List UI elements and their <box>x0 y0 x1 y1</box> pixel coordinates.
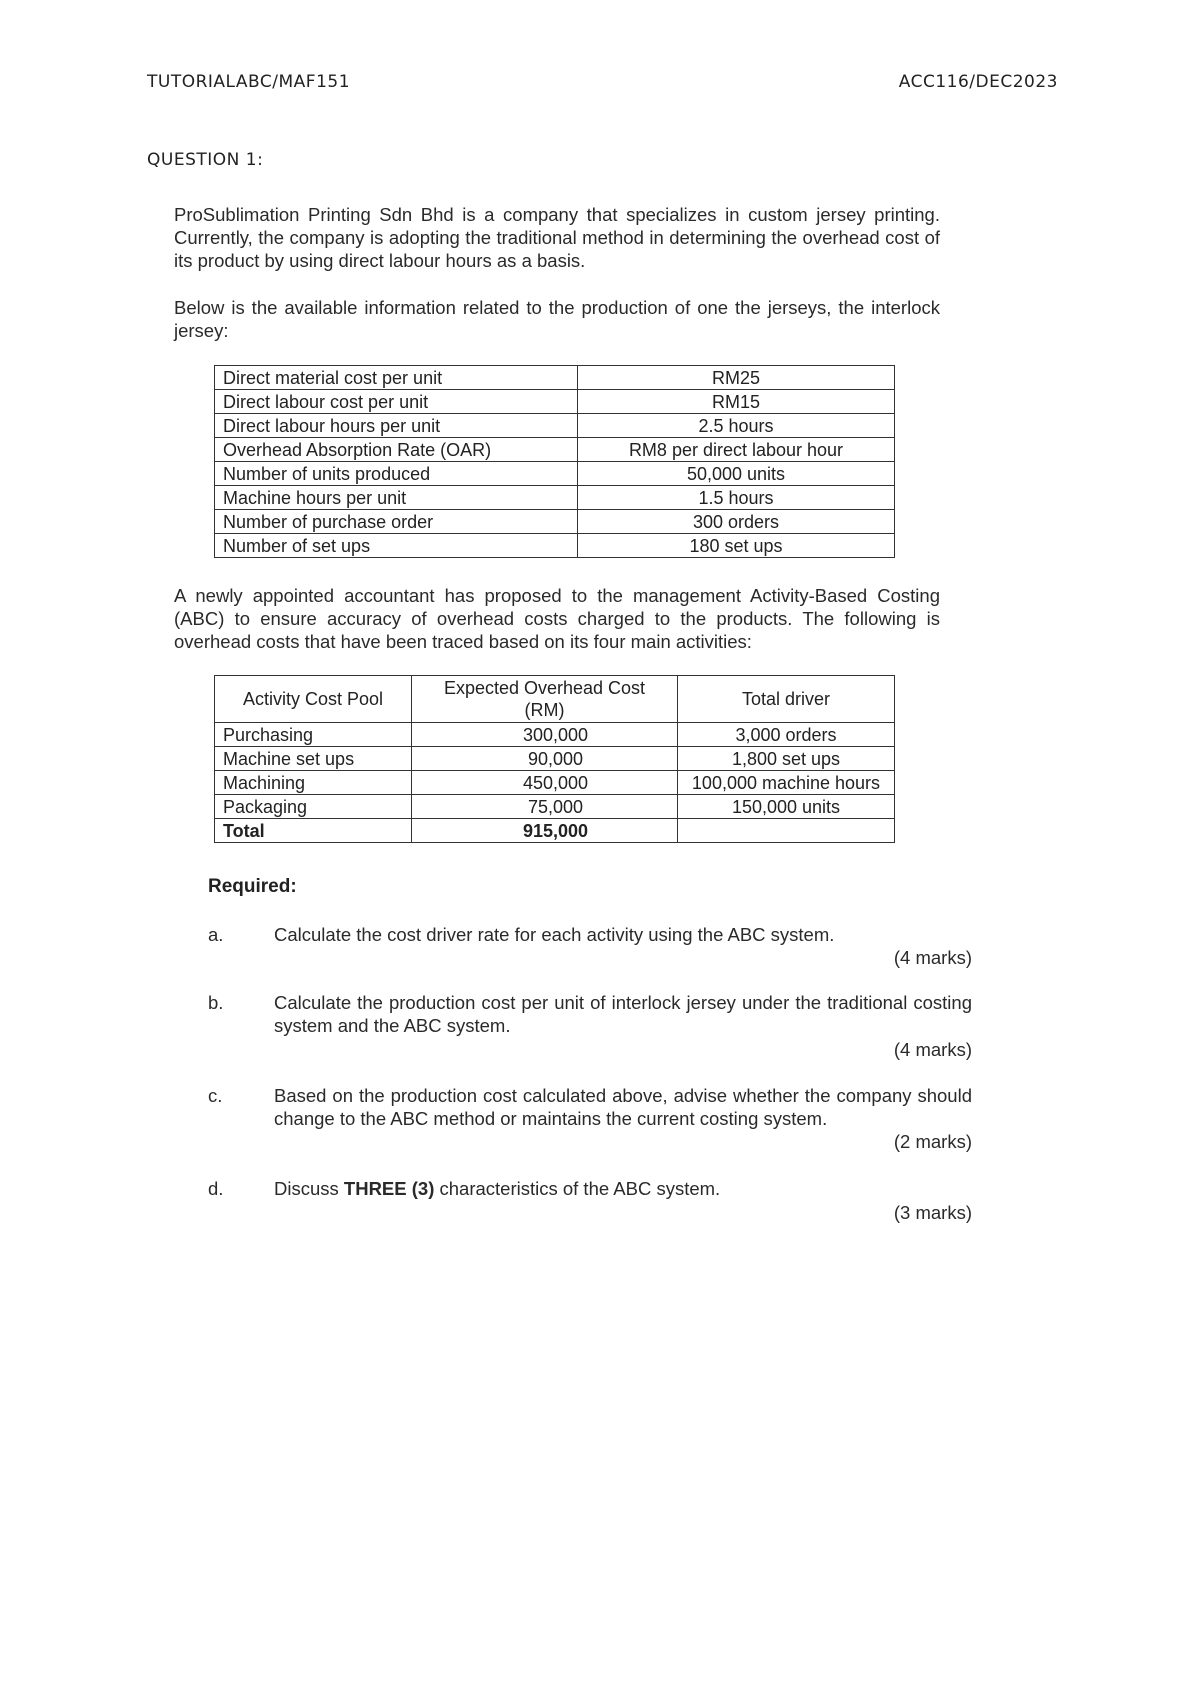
activity-pool: Machining <box>215 771 412 795</box>
activity-pool: Machine set ups <box>215 747 412 771</box>
question-text <box>274 1177 972 1200</box>
activity-driver: 1,800 set ups <box>678 747 895 771</box>
question-marks: (3 marks) <box>893 1202 972 1223</box>
table-row <box>215 462 895 486</box>
question-text-start: Discuss <box>274 1178 344 1199</box>
info-value: 2.5 hours <box>578 414 895 438</box>
total-label: Total <box>215 819 412 843</box>
info-intro-paragraph: Below is the available information related to the production of one the jerseys, the interlock jersey: <box>174 297 940 341</box>
required-heading: Required: <box>208 876 297 897</box>
total-cost: 915,000 <box>412 819 678 843</box>
activity-cost-table <box>214 675 895 843</box>
info-label: Number of units produced <box>215 462 578 486</box>
question-c <box>208 1084 972 1154</box>
abc-intro-paragraph: A newly appointed accountant has proposed to the management Activity-Based Costing (ABC) to ensure accuracy of overhead costs charged to the products. The following is overhead costs that have been traced based on its four main activities: <box>174 585 940 652</box>
header-exam-code: ACC116/DEC2023 <box>898 72 1058 92</box>
info-value: 50,000 units <box>578 462 895 486</box>
info-label: Machine hours per unit <box>215 486 578 510</box>
activity-pool: Purchasing <box>215 723 412 747</box>
table-row <box>215 438 895 462</box>
activity-pool: Packaging <box>215 795 412 819</box>
table-row <box>215 795 895 819</box>
question-b <box>208 991 972 1061</box>
table-row <box>215 747 895 771</box>
table-row <box>215 723 895 747</box>
header-cost-line2: (RM) <box>524 700 565 720</box>
table-row <box>215 771 895 795</box>
question-text: Based on the production cost calculated above, advise whether the company should change to the ABC method or maintains the current costing system. <box>274 1085 972 1129</box>
info-label: Number of purchase order <box>215 510 578 534</box>
info-value: RM8 per direct labour hour <box>578 438 895 462</box>
table-row <box>215 366 895 390</box>
activity-cost: 75,000 <box>412 795 678 819</box>
question-letter: c. <box>208 1085 223 1106</box>
question-marks: (4 marks) <box>893 947 972 968</box>
info-label: Direct labour hours per unit <box>215 414 578 438</box>
info-value: 180 set ups <box>578 534 895 558</box>
info-label: Direct labour cost per unit <box>215 390 578 414</box>
info-value: 300 orders <box>578 510 895 534</box>
question-letter: b. <box>208 992 224 1013</box>
question-letter: d. <box>208 1178 224 1199</box>
question-text: Calculate the cost driver rate for each activity using the ABC system. <box>274 924 835 945</box>
question-text-emphasis: THREE (3) <box>343 1178 435 1199</box>
table-row <box>215 534 895 558</box>
question-letter: a. <box>208 924 224 945</box>
header-cost-line1: Expected Overhead Cost <box>443 678 646 698</box>
question-d <box>208 1177 972 1227</box>
header-expected-overhead-cost <box>412 676 678 723</box>
header-total-driver: Total driver <box>678 676 895 723</box>
activity-driver: 3,000 orders <box>678 723 895 747</box>
activity-driver: 150,000 units <box>678 795 895 819</box>
info-value: RM15 <box>578 390 895 414</box>
info-value: 1.5 hours <box>578 486 895 510</box>
info-label: Overhead Absorption Rate (OAR) <box>215 438 578 462</box>
total-driver <box>678 819 895 843</box>
question-title: QUESTION 1: <box>147 150 264 170</box>
header-activity-cost-pool: Activity Cost Pool <box>215 676 412 723</box>
info-label: Number of set ups <box>215 534 578 558</box>
production-info-table <box>214 365 895 558</box>
table-row <box>215 486 895 510</box>
table-row <box>215 510 895 534</box>
activity-driver: 100,000 machine hours <box>678 771 895 795</box>
question-marks: (4 marks) <box>893 1039 972 1060</box>
table-header-row <box>215 676 895 723</box>
info-value: RM25 <box>578 366 895 390</box>
question-text: Calculate the production cost per unit of interlock jersey under the traditional costing system and the ABC system. <box>274 992 972 1036</box>
table-row <box>215 390 895 414</box>
info-label: Direct material cost per unit <box>215 366 578 390</box>
header-course-code: TUTORIALABC/MAF151 <box>147 72 351 92</box>
intro-paragraph: ProSublimation Printing Sdn Bhd is a company that specializes in custom jersey printing. Currently, the company is adopting the traditional method in determining the overhead cost of its product by using direct labour hours as a basis. <box>174 204 940 271</box>
question-marks: (2 marks) <box>893 1131 972 1152</box>
activity-cost: 300,000 <box>412 723 678 747</box>
table-total-row <box>215 819 895 843</box>
table-row <box>215 414 895 438</box>
question-text-end: characteristics of the ABC system. <box>434 1178 721 1199</box>
question-a <box>208 923 972 973</box>
activity-cost: 450,000 <box>412 771 678 795</box>
activity-cost: 90,000 <box>412 747 678 771</box>
